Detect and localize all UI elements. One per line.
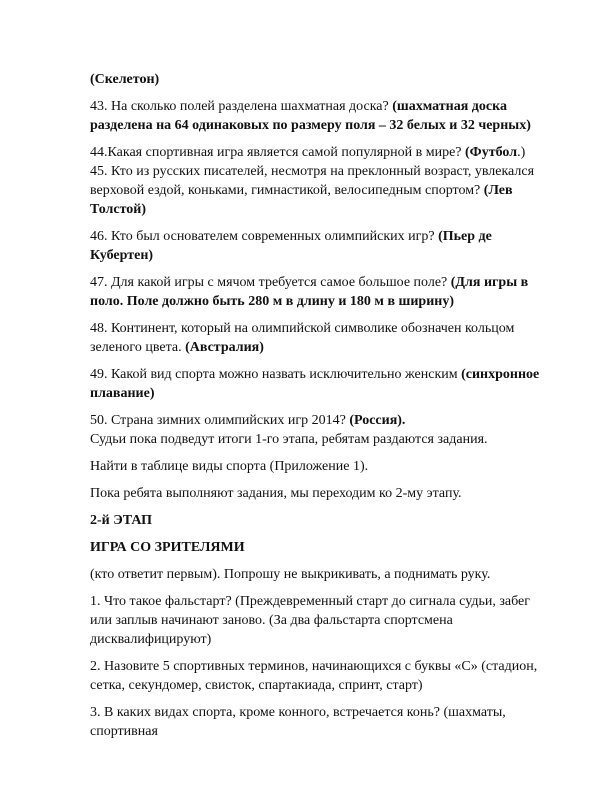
question-46-answer: (Пьер де Кубертен) [90,229,492,263]
question-45-text: 45. Кто из русских писателей, несмотря на преклонный возраст, увлекался верховой ездой, коньками, гимнастикой, велосипедным спортом? [90,164,535,198]
question-44-text: 44.Какая спортивная игра является самой популярной в мире? [90,145,466,160]
question-44: 44.Какая спортивная игра является самой популярной в мире? (Футбол.) [90,145,526,160]
question-48-text: 48. Континент, который на олимпийской символике обозначен кольцом зеленого цвета. [90,321,515,355]
question-50-answer: (Россия). [349,413,406,428]
game-heading: ИГРА СО ЗРИТЕЛЯМИ [90,540,245,555]
question-43 [90,97,540,135]
spectator-question-2: 2. Назовите 5 спортивных терминов, начинающихся с буквы «С» (стадион, сетка, секундомер, свисток, спартакиада, спринт, старт) [90,659,538,693]
question-47-answer: (Для игры в поло. Поле должно быть 280 м в длину и 180 м в ширину) [90,275,529,309]
question-49-text: 49. Какой вид спорта можно назвать исключительно женским [90,367,462,382]
spectator-question-3: 3. В каких видах спорта, кроме конного, встречается конь? (шахматы, спортивная [90,705,506,739]
question-45-answer: (Лев Толстой) [90,183,513,217]
question-46-text: 46. Кто был основателем современных олимпийских игр? [90,229,439,244]
question-48 [90,319,540,357]
transition-note: Пока ребята выполняют задания, мы переходим ко 2-му этапу. [90,486,462,501]
answer-42: (Скелетон) [90,72,160,87]
question-49-answer: (синхронное плавание) [90,367,540,401]
stage-2-heading: 2-й ЭТАП [90,513,153,528]
question-47-text: 47. Для какой игры с мячом требуется самое большое поле? [90,275,451,290]
question-46 [90,227,540,265]
question-45 [90,162,540,219]
question-49 [90,365,540,403]
question-47 [90,273,540,311]
spectator-question-1: 1. Что такое фальстарт? (Преждевременный старт до сигнала судьи, забег или заплыв начинают заново. (За два фальстарта спортсмена дисквалифицируют) [90,594,530,647]
question-43-answer: (шахматная доска разделена на 64 одинаковых по размеру поля – 32 белых и 32 черных) [90,99,531,133]
find-task: Найти в таблице виды спорта (Приложение 1). [90,459,369,474]
judges-note: Судьи пока подведут итоги 1-го этапа, ребятам раздаются задания. [90,432,488,447]
question-43-text: 43. На сколько полей разделена шахматная доска? [90,99,393,114]
question-50-text: 50. Страна зимних олимпийских игр 2014? [90,413,350,428]
document-body [90,70,540,749]
question-50 [90,411,540,430]
game-rule: (кто ответит первым). Попрошу не выкрикивать, а поднимать руку. [90,567,491,582]
question-44-answer: (Футбол [465,145,518,160]
question-48-answer: (Австралия) [185,340,264,355]
